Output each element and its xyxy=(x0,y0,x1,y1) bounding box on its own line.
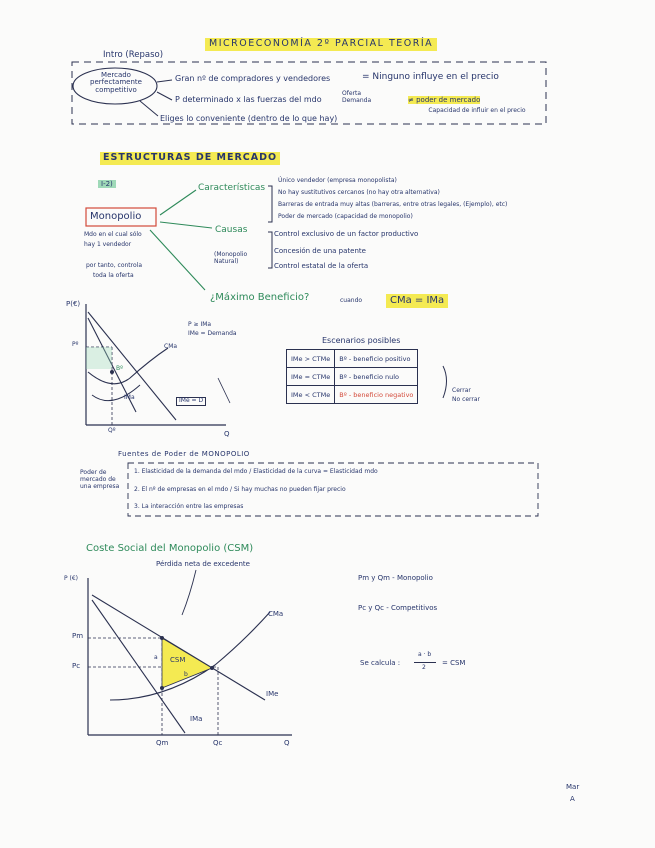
escenario-cond: IMe > CTMe xyxy=(287,350,335,368)
chart1-benefit-area xyxy=(86,347,112,369)
chart1-ime-label: IMe = D xyxy=(176,397,206,406)
table-row xyxy=(287,386,418,404)
escenarios-brace xyxy=(443,366,447,398)
chart2-ima-label: IMa xyxy=(190,715,203,723)
chart1-q-tick: Qº xyxy=(108,427,116,434)
chart1-cma-label: CMa xyxy=(164,343,178,350)
escenario-res: Bº - beneficio negativo xyxy=(335,386,418,404)
chart2-pc-tick: Pc xyxy=(72,662,81,670)
csm-formula-bar xyxy=(414,662,436,663)
arrow-causas xyxy=(160,222,212,228)
table-row xyxy=(287,350,418,368)
fuente-1: 1. Elasticidad de la demanda del mdo / Elasticidad de la curva = Elasticidad mdo xyxy=(134,468,378,475)
intro-arrow-2 xyxy=(157,92,172,100)
car-4: Poder de mercado (capacidad de monopolio) xyxy=(278,213,413,220)
estructuras-heading: ESTRUCTURAS DE MERCADO xyxy=(100,152,280,165)
chart1-p-tick: Pº xyxy=(72,341,79,348)
chart1-ime-pointer xyxy=(218,378,230,403)
monopolio-desc1: Mdo en el cual sólo xyxy=(84,231,142,238)
intro-line2: P determinado x las fuerzas del mdo xyxy=(175,95,322,104)
monopolio-label: Monopolio xyxy=(90,211,142,222)
chart2-pm-tick: Pm xyxy=(72,632,84,640)
chart2-a-label: a xyxy=(154,654,158,661)
chart1-ylabel: P(€) xyxy=(66,300,81,308)
escenario-no-cerrar: No cerrar xyxy=(452,396,481,403)
footer-a: A xyxy=(570,795,575,803)
escenario-cond: IMe = CTMe xyxy=(287,368,335,386)
car-1: Único vendedor (empresa monopolista) xyxy=(278,177,397,184)
caracteristicas-label: Características xyxy=(198,183,266,193)
chart1-b-label: Bº xyxy=(116,365,123,372)
csm-pm-qm: Pm y Qm - Monopolio xyxy=(358,574,433,582)
escenario-cond: IMe < CTMe xyxy=(287,386,335,404)
intro-circle-text: Mercado perfectamente competitivo xyxy=(90,71,142,94)
escenario-cerrar: Cerrar xyxy=(452,387,471,394)
oferta-note2: toda la oferta xyxy=(93,272,134,279)
chart2-ime-label: IMe xyxy=(266,690,279,698)
chart1-xlabel: Q xyxy=(224,430,230,438)
fuente-3: 3. La interacción entre las empresas xyxy=(134,503,244,510)
chart-csm xyxy=(88,570,292,735)
chart2-qc-tick: Qc xyxy=(213,739,223,747)
chart2-pointer xyxy=(182,570,196,615)
causa-3: Control estatal de la oferta xyxy=(274,262,369,270)
max-beneficio-condition: CMa = IMa xyxy=(386,294,448,308)
chart2-b-label: b xyxy=(184,671,188,678)
chart1-note2: IMe = Demanda xyxy=(188,330,237,337)
car-2: No hay sustitutivos cercanos (no hay otra alternativa) xyxy=(278,189,440,196)
page-title: MICROECONOMÍA 2º PARCIAL TEORÍA xyxy=(205,38,437,51)
fuente-2: 2. El nº de empresas en el mdo / Si hay muchas no pueden fijar precio xyxy=(134,486,346,493)
monopolio-desc2: hay 1 vendedor xyxy=(84,241,132,248)
monopolio-natural: (Monopolio Natural) xyxy=(214,251,248,265)
arrow-caracteristicas xyxy=(160,190,196,215)
intro-line1: Gran nº de compradores y vendedores xyxy=(175,74,331,83)
chart1-ima-label: IMa xyxy=(124,394,135,401)
causa-2: Concesión de una patente xyxy=(274,247,366,255)
chart2-qm-tick: Qm xyxy=(156,739,169,747)
csm-se-calcula: Se calcula : xyxy=(360,659,401,667)
fuentes-heading: Fuentes de Poder de MONOPOLIO xyxy=(118,450,250,458)
estructuras-tag: I-2) xyxy=(98,180,116,188)
max-beneficio-question: ¿Máximo Beneficio? xyxy=(210,292,310,303)
table-row xyxy=(287,368,418,386)
csm-formula-num: a · b xyxy=(418,651,432,658)
intro-heading: Intro (Repaso) xyxy=(103,50,164,60)
chart2-cma-point xyxy=(160,686,164,690)
max-beneficio-cuando: cuando xyxy=(340,297,363,304)
chart2-cma-label: CMa xyxy=(268,610,284,618)
chart2-ylabel: P (€) xyxy=(64,575,79,582)
chart2-csm-label: CSM xyxy=(170,656,186,664)
causa-1: Control exclusivo de un factor productivo xyxy=(274,230,419,238)
chart2-pm-point xyxy=(160,636,164,640)
intro-line2-note: Capacidad de influir en el precio xyxy=(428,107,526,114)
chart1-note1: P ≥ IMa xyxy=(188,321,212,328)
intro-arrow-3 xyxy=(140,101,158,116)
brace-caracteristicas xyxy=(268,186,272,222)
intro-line2-result: ≠ poder de mercado xyxy=(408,96,481,104)
causas-label: Causas xyxy=(215,225,248,235)
intro-arrow-1 xyxy=(157,80,172,82)
intro-line1-result: = Ninguno influye en el precio xyxy=(362,72,499,82)
csm-formula-result: = CSM xyxy=(442,659,466,667)
chart2-xlabel: Q xyxy=(284,739,290,747)
escenarios-title: Escenarios posibles xyxy=(322,336,401,345)
escenarios-table xyxy=(286,349,418,404)
chart2-pc-point xyxy=(210,666,214,670)
brace-causas xyxy=(268,232,272,268)
fuentes-side-note: Poder de mercado de una empresa xyxy=(80,469,120,490)
chart1-eq-point xyxy=(110,370,114,374)
intro-line2-brace: Oferta Demanda xyxy=(342,90,372,104)
oferta-note1: por tanto, controla xyxy=(86,262,142,269)
csm-subheading: Pérdida neta de excedente xyxy=(156,560,250,568)
escenario-res: Bº - beneficio nulo xyxy=(335,368,418,386)
intro-line3: Eliges lo conveniente (dentro de lo que hay) xyxy=(160,114,338,123)
csm-pc-qc: Pc y Qc - Competitivos xyxy=(358,604,438,612)
footer-mar: Mar xyxy=(566,783,580,791)
car-3: Barreras de entrada muy altas (barreras, entre otras legales, (Ejemplo), etc) xyxy=(278,201,508,208)
escenario-res: Bº - beneficio positivo xyxy=(335,350,418,368)
csm-formula-den: 2 xyxy=(422,664,426,671)
csm-heading: Coste Social del Monopolio (CSM) xyxy=(86,543,254,554)
arrow-maximo xyxy=(150,230,205,290)
